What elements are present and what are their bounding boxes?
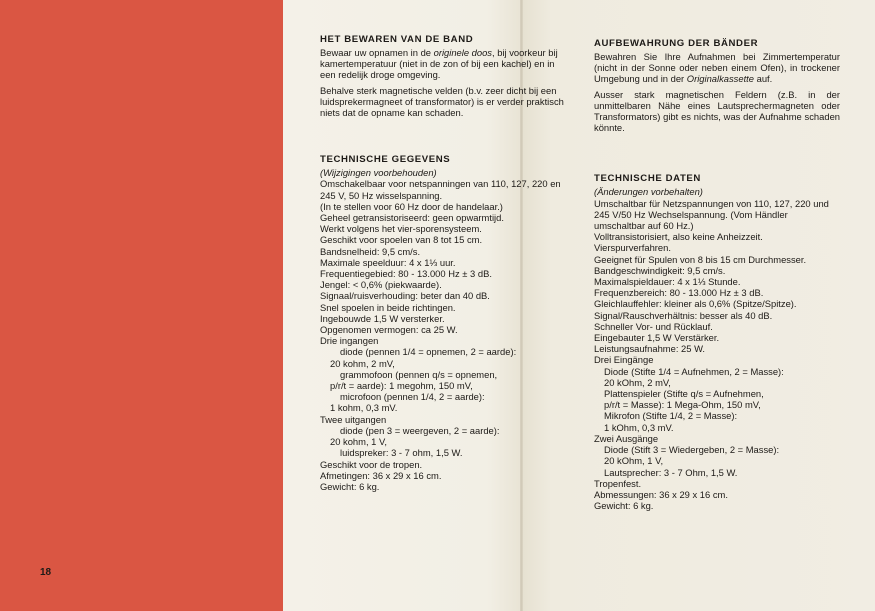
tech-subheading-nl: (Wijzigingen voorbehouden) [320, 167, 437, 179]
spec-line: 20 kohm, 1 V, [330, 436, 387, 448]
spec-line: Maximalspieldauer: 4 x 1⅓ Stunde. [594, 276, 741, 288]
spec-line: Frequenzbereich: 80 - 13.000 Hz ± 3 dB. [594, 287, 764, 299]
spec-line: Werkt volgens het vier-sporensysteem. [320, 223, 482, 235]
spec-line: luidspreker: 3 - 7 ohm, 1,5 W. [340, 447, 463, 459]
spec-line: 20 kohm, 2 mV, [330, 357, 395, 369]
spec-line: Bandsnelheid: 9,5 cm/s. [320, 245, 421, 257]
spec-line: Signaal/ruisverhouding: beter dan 40 dB. [320, 290, 490, 302]
spec-line: Geschikt voor de tropen. [320, 458, 423, 470]
spec-line: Afmetingen: 36 x 29 x 16 cm. [320, 469, 442, 481]
spec-line: Gewicht: 6 kg. [594, 500, 654, 512]
text-segment: auf. [754, 73, 773, 85]
storage-heading-nl: HET BEWAREN VAN DE BAND [320, 34, 474, 45]
spec-line: Diode (Stift 3 = Wiedergeben, 2 = Masse): [604, 444, 780, 456]
spec-line: Schneller Vor- und Rücklauf. [594, 320, 713, 332]
spec-line: Ingebouwde 1,5 W versterker. [320, 312, 445, 324]
italic-text-segment: Originalkassette [686, 73, 754, 85]
tech-heading-nl: TECHNISCHE GEGEVENS [320, 154, 451, 166]
spec-line: Leistungsaufnahme: 25 W. [594, 343, 706, 355]
spec-line: Gewicht: 6 kg. [320, 480, 380, 492]
spec-line: 1 kOhm, 0,3 mV. [604, 421, 674, 433]
spec-line: Zwei Ausgänge [594, 432, 659, 444]
spec-line: Jengel: < 0,6% (piekwaarde). [320, 279, 442, 291]
spec-line: diode (pennen 1/4 = opnemen, 2 = aarde): [340, 346, 517, 358]
italic-text-segment: originele doos [433, 47, 492, 58]
spec-line: 20 kOhm, 1 V, [604, 455, 664, 467]
storage-paragraph-2-nl: Behalve sterk magnetische velden (b.v. zeer dicht bij een luidsprekermagneet of transformator) is er verder praktisch niets dat de opname kan schaden. [320, 84, 564, 119]
tech-subheading-de: (Änderungen vorbehalten) [594, 186, 703, 198]
spec-line: Snel spoelen in beide richtingen. [320, 301, 456, 313]
spec-line: Opgenomen vermogen: ca 25 W. [320, 324, 458, 336]
spec-line: Geeignet für Spulen von 8 bis 15 cm Durchmesser. [594, 253, 807, 265]
spec-line: Frequentiegebied: 80 - 13.000 Hz ± 3 dB. [320, 268, 492, 280]
spec-line: Lautsprecher: 3 - 7 Ohm, 1,5 W. [604, 466, 738, 478]
spec-line: Drie ingangen [320, 335, 379, 347]
red-cover-band [0, 0, 283, 611]
text-segment: Bewahren Sie Ihre Aufnahmen bei Zimmertemperatur (nicht in der Sonne oder neben einem Ofen), in trockener Umgebung und in der [594, 51, 840, 85]
spec-line: Signal/Rauschverhältnis: besser als 40 dB. [594, 309, 773, 321]
dutch-column [320, 34, 566, 492]
spec-line: Drei Eingänge [594, 354, 654, 366]
spec-line: (In te stellen voor 60 Hz door de handelaar.) [320, 200, 503, 212]
spec-line: Plattenspieler (Stifte q/s = Aufnehmen, [604, 388, 764, 400]
spec-line: diode (pen 3 = weergeven, 2 = aarde): [340, 424, 500, 436]
spec-line: p/r/t = Masse): 1 Mega-Ohm, 150 mV, [604, 399, 761, 411]
spec-line: grammofoon (pennen q/s = opnemen, [340, 368, 498, 380]
storage-paragraph-2-de: Ausser stark magnetischen Feldern (z.B. in der unmittelbaren Nähe eines Lautsprechermagneten oder Transformators) gibt es nichts, was der Aufnahme schaden könnte. [594, 88, 840, 134]
german-column [594, 38, 840, 511]
storage-heading-de: AUFBEWAHRUNG DER BÄNDER [594, 38, 759, 49]
storage-paragraph-1-de [594, 51, 840, 85]
tech-section-de [594, 173, 840, 511]
spec-line: Vierspurverfahren. [594, 242, 671, 254]
spec-line: Umschaltbar für Netzspannungen von 110, 127, 220 und 245 V/50 Hz Wechselspannung. (Vom Händler umschaltbar auf 60 Hz.) [594, 197, 829, 232]
spec-line: Omschakelbaar voor netspanningen van 110, 127, 220 en 245 V, 50 Hz wisselspanning. [320, 178, 561, 201]
spec-line: Diode (Stifte 1/4 = Aufnehmen, 2 = Masse): [604, 365, 784, 377]
page-number: 18 [40, 567, 52, 578]
spec-line: p/r/t = aarde): 1 megohm, 150 mV, [330, 380, 473, 392]
spec-line: Abmessungen: 36 x 29 x 16 cm. [594, 488, 728, 500]
spec-line: Gleichlauffehler: kleiner als 0,6% (Spitze/Spitze). [594, 298, 797, 310]
spec-line: 1 kohm, 0,3 mV. [330, 402, 398, 414]
tech-spec-list-nl [320, 178, 566, 492]
tech-spec-list-de [594, 198, 840, 512]
spec-line: Twee uitgangen [320, 413, 387, 425]
spec-line: Bandgeschwindigkeit: 9,5 cm/s. [594, 264, 726, 276]
spec-line: Tropenfest. [594, 477, 642, 489]
spec-line: microfoon (pennen 1/4, 2 = aarde): [340, 391, 485, 403]
spec-line: Volltransistorisiert, also keine Anheizzeit. [594, 231, 763, 243]
spec-line: 20 kOhm, 2 mV, [604, 376, 671, 388]
tech-section-nl [320, 154, 566, 492]
text-segment: Bewaar uw opnamen in de [320, 47, 434, 58]
tech-heading-de: TECHNISCHE DATEN [594, 173, 701, 185]
spec-line: Maximale speelduur: 4 x 1⅓ uur. [320, 256, 456, 268]
storage-paragraph-1-nl [320, 47, 566, 81]
spec-line: Eingebauter 1,5 W Verstärker. [594, 332, 720, 344]
spec-line: Geheel getransistoriseerd: geen opwarmtijd. [320, 212, 504, 224]
spec-line: Geschikt voor spoelen van 8 tot 15 cm. [320, 234, 483, 246]
text-segment: , bij voorkeur bij kamertemperatuur (niet in de zon of bij een kachel) en in een redelijk droge omgeving. [320, 47, 558, 81]
spec-line: Mikrofon (Stifte 1/4, 2 = Masse): [604, 410, 738, 422]
